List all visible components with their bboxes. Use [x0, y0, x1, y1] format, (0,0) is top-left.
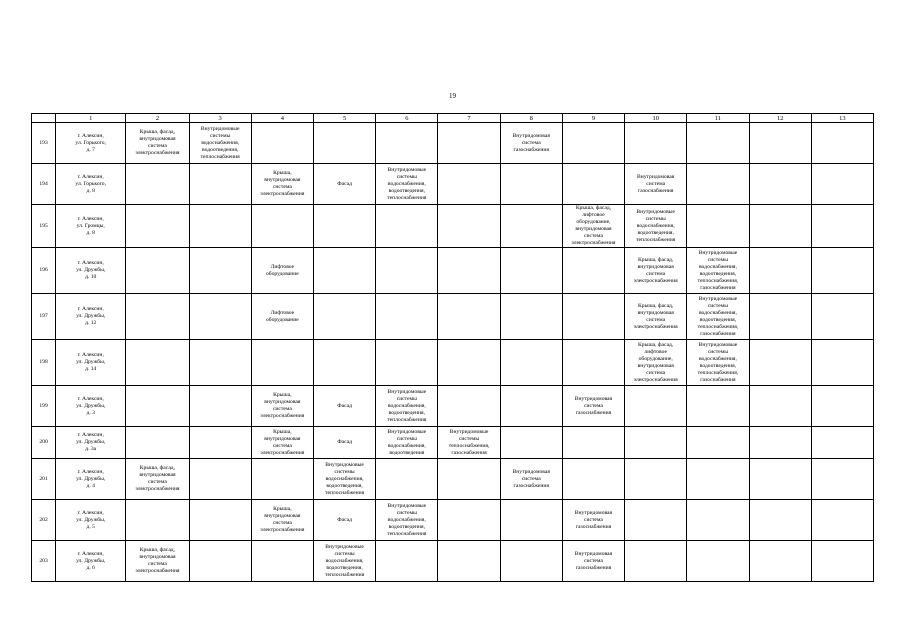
table-cell — [126, 294, 189, 340]
header-cell: 13 — [811, 114, 873, 123]
table-cell — [500, 541, 562, 582]
table-cell: Лифтовое оборудование — [251, 248, 313, 294]
table-cell: Фасад — [313, 164, 375, 205]
header-cell: 9 — [562, 114, 624, 123]
table-row — [32, 500, 874, 541]
table-cell — [189, 427, 251, 459]
table-cell: Внутридомовые системы теплоснабжения, газоснабжения — [438, 427, 500, 459]
table-cell — [749, 164, 811, 205]
row-number-cell: 196 — [32, 248, 56, 294]
table-cell — [438, 123, 500, 164]
table-cell — [687, 123, 749, 164]
table-cell — [126, 248, 189, 294]
table-row — [32, 386, 874, 427]
table-cell — [562, 248, 624, 294]
table-cell: Крыша, внутридомовая система электроснабжения — [251, 500, 313, 541]
table-cell: Крыша, фасад, внутридомовая система электроснабжения — [126, 541, 189, 582]
table-row — [32, 248, 874, 294]
table-cell — [189, 164, 251, 205]
table-cell: Фасад — [313, 386, 375, 427]
table-cell — [811, 123, 873, 164]
table-cell — [562, 459, 624, 500]
table-cell — [749, 123, 811, 164]
table-cell — [687, 386, 749, 427]
table-cell — [562, 340, 624, 386]
table-cell — [438, 459, 500, 500]
address-cell: г. Алексин, ул. Дружбы, д. 3 — [56, 386, 126, 427]
address-cell: г. Алексин, ул. Дружбы, д. 6 — [56, 541, 126, 582]
table-cell — [251, 541, 313, 582]
table-cell — [376, 340, 438, 386]
table-cell — [438, 500, 500, 541]
table-cell — [562, 427, 624, 459]
table-cell — [251, 205, 313, 248]
table-cell — [313, 248, 375, 294]
table-cell: Внутридомовые системы водоснабжения, водоотведения, теплоснабжения, газоснабжения — [687, 248, 749, 294]
row-number-cell: 198 — [32, 340, 56, 386]
header-cell: 6 — [376, 114, 438, 123]
table-cell — [438, 248, 500, 294]
table-cell — [126, 205, 189, 248]
table-cell: Крыша, внутридомовая система электроснабжения — [251, 164, 313, 205]
table-cell: Внутридомовые системы водоснабжения, водоотведения, теплоснабжения — [376, 500, 438, 541]
table-cell — [313, 294, 375, 340]
table-cell: Внутридомовая система газоснабжения — [562, 386, 624, 427]
row-number-cell: 200 — [32, 427, 56, 459]
row-number-cell: 195 — [32, 205, 56, 248]
table-cell — [749, 205, 811, 248]
table-cell — [500, 500, 562, 541]
table-cell: Внутридомовые системы водоснабжения, водоотведения, теплоснабжения — [313, 541, 375, 582]
table-row — [32, 340, 874, 386]
table-cell: Лифтовое оборудование — [251, 294, 313, 340]
table-cell — [376, 248, 438, 294]
table-cell — [376, 123, 438, 164]
row-number-cell: 193 — [32, 123, 56, 164]
table-cell: Крыша, фасад, лифтовое оборудование, внутридомовая система электроснабжения — [625, 340, 687, 386]
table-cell — [189, 205, 251, 248]
table-cell: Внутридомовая система газоснабжения — [500, 123, 562, 164]
table-cell — [376, 294, 438, 340]
table-cell: Крыша, внутридомовая система электроснабжения — [251, 386, 313, 427]
table-cell: Внутридомовая система газоснабжения — [562, 541, 624, 582]
table-cell: Внутридомовые системы водоснабжения, водоотведения, теплоснабжения — [313, 459, 375, 500]
table-cell — [500, 164, 562, 205]
table-cell — [500, 386, 562, 427]
header-cell: 2 — [126, 114, 189, 123]
table-cell — [811, 205, 873, 248]
table-cell — [749, 386, 811, 427]
table-cell — [438, 541, 500, 582]
table-cell — [500, 427, 562, 459]
table-cell — [687, 427, 749, 459]
table-cell — [811, 459, 873, 500]
table-cell — [251, 340, 313, 386]
table-cell — [438, 205, 500, 248]
table-row — [32, 164, 874, 205]
header-cell: 4 — [251, 114, 313, 123]
table-cell — [500, 294, 562, 340]
table-cell — [189, 340, 251, 386]
table-cell — [251, 459, 313, 500]
row-number-cell: 202 — [32, 500, 56, 541]
table-cell: Внутридомовая система газоснабжения — [500, 459, 562, 500]
table-row — [32, 541, 874, 582]
table-cell — [625, 500, 687, 541]
table-cell — [500, 248, 562, 294]
address-cell: г. Алексин, ул. Дружбы, д. 4 — [56, 459, 126, 500]
header-cell: 10 — [625, 114, 687, 123]
table-cell — [811, 500, 873, 541]
table-cell — [500, 340, 562, 386]
header-cell: 7 — [438, 114, 500, 123]
table-cell — [562, 294, 624, 340]
row-number-cell: 194 — [32, 164, 56, 205]
table-cell — [749, 248, 811, 294]
table-cell — [562, 123, 624, 164]
address-cell: г. Алексин, ул. Громцы, д. 8 — [56, 205, 126, 248]
row-number-cell: 199 — [32, 386, 56, 427]
table-row — [32, 427, 874, 459]
table-cell — [251, 123, 313, 164]
table-cell: Крыша, фасад, внутридомовая система электроснабжения — [126, 459, 189, 500]
table-cell — [500, 205, 562, 248]
table-header-row — [32, 114, 874, 123]
table-cell: Внутридомовые системы водоснабжения, водоотведения, теплоснабжения — [376, 386, 438, 427]
table-cell — [313, 123, 375, 164]
table-cell — [749, 427, 811, 459]
row-number-cell: 201 — [32, 459, 56, 500]
table-cell: Крыша, фасад, внутридомовая система электроснабжения — [625, 248, 687, 294]
table-row — [32, 294, 874, 340]
row-number-cell: 197 — [32, 294, 56, 340]
header-cell: 12 — [749, 114, 811, 123]
row-number-cell: 203 — [32, 541, 56, 582]
table-cell: Внутридомовые системы водоснабжения, водоотведения — [376, 427, 438, 459]
table-cell — [749, 500, 811, 541]
table-cell: Внутридомовая система газоснабжения — [625, 164, 687, 205]
table-cell — [811, 294, 873, 340]
table-cell — [625, 386, 687, 427]
table-cell — [126, 340, 189, 386]
header-cell: 11 — [687, 114, 749, 123]
table-cell — [376, 205, 438, 248]
table-cell — [189, 500, 251, 541]
table-cell: Фасад — [313, 500, 375, 541]
table-cell: Крыша, внутридомовая система электроснабжения — [251, 427, 313, 459]
table-cell — [126, 164, 189, 205]
address-cell: г. Алексин, ул. Дружбы, д. 14 — [56, 340, 126, 386]
table-cell — [687, 205, 749, 248]
table-cell — [625, 541, 687, 582]
table-cell — [811, 340, 873, 386]
table-cell — [126, 500, 189, 541]
capital-repair-schedule-table — [31, 113, 874, 582]
table-cell: Крыша, фасад, внутридомовая система электроснабжения — [126, 123, 189, 164]
table-cell — [811, 427, 873, 459]
table-cell — [189, 294, 251, 340]
header-cell: 8 — [500, 114, 562, 123]
table-cell — [189, 541, 251, 582]
table-cell — [438, 340, 500, 386]
address-cell: г. Алексин, ул. Дружбы, д. 12 — [56, 294, 126, 340]
table-cell — [438, 294, 500, 340]
header-cell-row-number — [32, 114, 56, 123]
table-cell: Внутридомовые системы водоснабжения, водоотведения, теплоснабжения — [189, 123, 251, 164]
table-cell — [438, 164, 500, 205]
table-cell — [126, 386, 189, 427]
table-cell — [625, 459, 687, 500]
table-cell — [749, 459, 811, 500]
address-cell: г. Алексин, ул. Дружбы, д. 10 — [56, 248, 126, 294]
table-cell — [189, 248, 251, 294]
table-cell: Внутридомовые системы водоснабжения, водоотведения, теплоснабжения — [625, 205, 687, 248]
table-cell: Внутридомовые системы водоснабжения, водоотведения, теплоснабжения, газоснабжения — [687, 294, 749, 340]
table-cell: Внутридомовые системы водоснабжения, водоотведения, теплоснабжения — [376, 164, 438, 205]
table-cell — [189, 386, 251, 427]
header-cell: 5 — [313, 114, 375, 123]
table-cell — [811, 386, 873, 427]
address-cell: г. Алексин, ул. Дружбы, д. 3а — [56, 427, 126, 459]
table-row — [32, 123, 874, 164]
table-row — [32, 205, 874, 248]
table-cell — [625, 123, 687, 164]
table-cell — [687, 164, 749, 205]
header-cell: 1 — [56, 114, 126, 123]
table-cell — [811, 164, 873, 205]
table-cell — [687, 500, 749, 541]
table-cell: Внутридомовые системы водоснабжения, водоотведения, теплоснабжения, газоснабжения — [687, 340, 749, 386]
table-cell — [438, 386, 500, 427]
table-cell: Крыша, фасад, лифтовое оборудование, внутридомовая система электроснабжения — [562, 205, 624, 248]
table-cell — [811, 248, 873, 294]
table-cell — [749, 294, 811, 340]
table-cell: Фасад — [313, 427, 375, 459]
table-cell — [126, 427, 189, 459]
table-cell — [625, 427, 687, 459]
address-cell: г. Алексин, ул. Горького, д. 8 — [56, 164, 126, 205]
table-cell — [687, 459, 749, 500]
address-cell: г. Алексин, ул. Горького, д. 7 — [56, 123, 126, 164]
header-cell: 3 — [189, 114, 251, 123]
page-number: 19 — [449, 92, 456, 100]
table-cell — [313, 205, 375, 248]
address-cell: г. Алексин, ул. Дружбы, д. 5 — [56, 500, 126, 541]
table-cell — [749, 541, 811, 582]
table-cell — [562, 164, 624, 205]
table-cell — [376, 541, 438, 582]
table-cell — [189, 459, 251, 500]
table-row — [32, 459, 874, 500]
table-cell — [313, 340, 375, 386]
table-cell: Внутридомовая система газоснабжения — [562, 500, 624, 541]
table-cell — [687, 541, 749, 582]
table-cell — [376, 459, 438, 500]
table-cell — [811, 541, 873, 582]
table-cell — [749, 340, 811, 386]
table-cell: Крыша, фасад, внутридомовая система электроснабжения — [625, 294, 687, 340]
